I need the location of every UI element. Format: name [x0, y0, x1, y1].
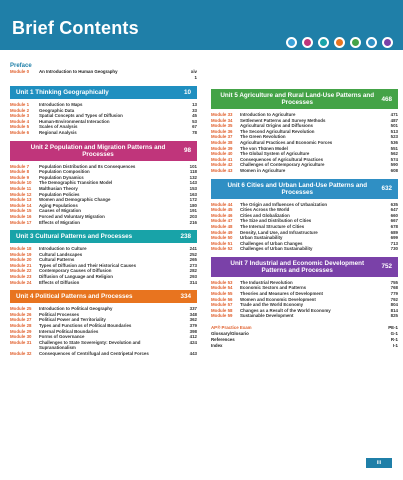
module-page: 241 — [189, 246, 197, 252]
module-title: Introduction to Political Geography — [39, 306, 113, 312]
module-number: Module 34 — [211, 117, 233, 123]
back-matter — [211, 325, 398, 349]
module-page: 513 — [390, 128, 398, 134]
module-page: 45 — [192, 113, 197, 119]
module-page: 768 — [390, 285, 398, 291]
back-matter-page: PE-1 — [388, 325, 398, 331]
module-title: Human-Environmental Interaction — [39, 118, 110, 124]
color-dot — [382, 37, 393, 48]
module-page: 713 — [390, 240, 398, 246]
module-title: Changes as a Result of the World Economy — [240, 307, 331, 313]
module-number: Module 40 — [211, 151, 233, 157]
unit-header — [211, 257, 398, 277]
module-number: Module 5 — [10, 124, 30, 130]
module0-number: Module 0 — [10, 69, 30, 74]
unit-header — [10, 86, 197, 99]
module-page: 180 — [189, 202, 197, 208]
color-dots — [286, 37, 393, 48]
module-page: 163 — [189, 191, 197, 197]
module-title: The Origin and Influences of Urbanization — [240, 201, 328, 207]
module-page: 293 — [189, 274, 197, 280]
module-number: Module 27 — [10, 317, 32, 323]
module-page: 265 — [189, 257, 197, 263]
unit-header — [211, 89, 398, 109]
module-page: 755 — [390, 279, 398, 285]
back-matter-label: AP® Practice Exam — [211, 325, 252, 331]
module-number: Module 58 — [211, 307, 233, 313]
module-page: 487 — [390, 117, 398, 123]
page-title: Brief Contents — [12, 18, 139, 38]
module-number: Module 3 — [10, 113, 30, 119]
module-number: Module 56 — [211, 296, 233, 302]
preface-label: Preface — [10, 63, 32, 69]
unit-title: Unit 7 Industrial and Economic Development Patterns and Processes — [230, 259, 365, 274]
module-title: Cities Across the World — [240, 207, 290, 213]
unit-title: Unit 2 Population and Migration Patterns and Processes — [30, 143, 166, 158]
module-number: Module 30 — [10, 334, 32, 340]
module-title: Agricultural Origins and Diffusions — [240, 123, 313, 129]
module-title: Malthusian Theory — [39, 185, 78, 191]
module-page: 143 — [189, 180, 197, 186]
unit-title: Unit 4 Political Patterns and Processes — [16, 293, 133, 301]
module-number: Module 17 — [10, 219, 32, 225]
module-title: Political Processes — [39, 311, 80, 317]
module-number: Module 54 — [211, 285, 233, 291]
module-number: Module 9 — [10, 174, 30, 180]
module-title: Population Policies — [39, 191, 80, 197]
module-title: The von Thünen Model — [240, 145, 288, 151]
module-title: Challenges to State Sovereignty: Devolution and Supranationalism — [39, 339, 141, 351]
module-number: Module 14 — [10, 202, 32, 208]
unit-page: 752 — [381, 263, 392, 271]
module-title: Economic Sectors and Patterns — [240, 285, 307, 291]
module-title: Political Power and Territoriality — [39, 317, 106, 323]
module-number: Module 38 — [211, 139, 233, 145]
module-number: Module 46 — [211, 212, 233, 218]
module-number: Module 51 — [211, 240, 233, 246]
module-title: Internal Political Boundaries — [39, 328, 99, 334]
module-number: Module 48 — [211, 223, 233, 229]
module-number: Module 6 — [10, 129, 30, 135]
color-dot — [350, 37, 361, 48]
module0-title: An Introduction to Human Geography — [39, 69, 118, 74]
module-number: Module 57 — [211, 302, 233, 308]
module-title: Population Dynamics — [39, 174, 84, 180]
module0-row — [10, 69, 197, 81]
module-title: Scales of Analysis — [39, 124, 78, 130]
module-number: Module 36 — [211, 128, 233, 134]
module-page: 398 — [189, 328, 197, 334]
module-page: 660 — [390, 212, 398, 218]
module-number: Module 28 — [10, 323, 32, 329]
module-number: Module 31 — [10, 339, 32, 345]
module-number: Module 7 — [10, 163, 30, 169]
module-title: Population Distribution and Its Consequences — [39, 163, 136, 169]
module-title: Introduction to Maps — [39, 102, 83, 107]
unit-page: 238 — [180, 233, 191, 241]
module-row — [10, 280, 197, 286]
module-number: Module 39 — [211, 145, 233, 151]
left-column — [10, 63, 197, 357]
module-page: 53 — [192, 118, 197, 124]
module-page: 252 — [189, 251, 197, 257]
module-number: Module 23 — [10, 274, 32, 280]
module-number: Module 15 — [10, 208, 32, 214]
module-number: Module 35 — [211, 123, 233, 129]
module-number: Module 24 — [10, 279, 32, 285]
module-title: Causes of Migration — [39, 208, 81, 214]
module-title: The Green Revolution — [240, 134, 286, 140]
back-matter-page: G-1 — [390, 331, 398, 337]
module-title: Cities and Globalization — [240, 212, 290, 218]
module-title: Effects of Diffusion — [39, 279, 80, 285]
module-title: Diffusion of Language and Religion — [39, 274, 113, 280]
module-page: 314 — [189, 279, 197, 285]
module-title: Regional Analysis — [39, 129, 77, 135]
preface-page: xiv — [190, 69, 197, 74]
module-page: 153 — [189, 185, 197, 191]
module-title: Consequences of Agricultural Practices — [240, 156, 324, 162]
color-dot — [302, 37, 313, 48]
left-units — [10, 86, 197, 357]
module-page: 667 — [390, 218, 398, 224]
module-number: Module 41 — [211, 156, 233, 162]
module-page: 172 — [189, 197, 197, 203]
module0-page: 1 — [194, 75, 197, 80]
module-title: The Second Agricultural Revolution — [240, 128, 315, 134]
unit-page: 334 — [180, 293, 191, 301]
module-page: 203 — [189, 213, 197, 219]
module-number: Module 59 — [211, 313, 233, 319]
unit-title: Unit 6 Cities and Urban Land-Use Patterns and Processes — [227, 181, 368, 196]
module-page: 699 — [390, 235, 398, 241]
module-page: 101 — [189, 163, 197, 169]
module-page: 67 — [192, 124, 197, 130]
module-page: 33 — [192, 107, 197, 113]
module-title: Consequences of Centrifugal and Centripetal Forces — [39, 351, 149, 356]
module-title: Types of Diffusion and Their Historical Causes — [39, 262, 137, 268]
module-page: 273 — [189, 262, 197, 268]
module-page: 443 — [189, 351, 197, 356]
module-number: Module 16 — [10, 213, 32, 219]
module-number: Module 11 — [10, 185, 32, 191]
module-title: Challenges of Urban Sustainability — [240, 246, 313, 252]
unit-title: Unit 5 Agriculture and Rural Land-Use Patterns and Processes — [220, 92, 375, 106]
module-page: 678 — [390, 223, 398, 229]
back-matter-row — [211, 343, 398, 349]
module-number: Module 26 — [10, 311, 32, 317]
module-number: Module 10 — [10, 180, 32, 186]
unit-header — [211, 179, 398, 199]
module-page: 814 — [390, 307, 398, 313]
module-title: Types and Functions of Political Boundaries — [39, 323, 132, 329]
module-title: Women and Economic Development — [240, 296, 316, 302]
module-title: Geographic Data — [39, 107, 75, 113]
module-page: 118 — [189, 169, 197, 175]
module-page: 608 — [390, 167, 398, 173]
module-number: Module 32 — [10, 351, 32, 356]
module-title: Forms of Governance — [39, 334, 85, 340]
color-dot — [334, 37, 345, 48]
module-page: 348 — [189, 311, 197, 317]
module-title: The Demographic Transition Model — [39, 180, 113, 186]
module-page: 337 — [189, 306, 197, 312]
module-page: 689 — [390, 229, 398, 235]
module-number: Module 43 — [211, 167, 233, 173]
module-page: 779 — [390, 291, 398, 297]
unit-page: 10 — [183, 89, 191, 96]
module-number: Module 2 — [10, 107, 30, 113]
module-page: 523 — [390, 134, 398, 140]
back-matter-label: Index — [211, 343, 223, 349]
module-title: Introduction to Agriculture — [240, 112, 296, 117]
color-dot — [286, 37, 297, 48]
module-title: Spatial Concepts and Types of Diffusion — [39, 113, 123, 119]
module-title: Cultural Patterns — [39, 257, 75, 263]
module-page: 471 — [390, 112, 398, 117]
module-title: Density, Land Use, and Infrastructure — [240, 229, 318, 235]
module-page: 574 — [390, 156, 398, 162]
module-page: 647 — [390, 207, 398, 213]
module-page: 132 — [189, 174, 197, 180]
module-row — [10, 220, 197, 226]
module-number: Module 21 — [10, 262, 32, 268]
module-title: The Global System of Agriculture — [240, 151, 310, 157]
module-title: Agricultural Practices and Economic Forces — [240, 139, 333, 145]
module-title: Trade and the World Economy — [240, 302, 304, 308]
module-row — [10, 351, 197, 357]
unit-page: 468 — [381, 95, 392, 103]
module-row — [211, 168, 398, 174]
module-number: Module 45 — [211, 207, 233, 213]
unit-title: Unit 1 Thinking Geographically — [16, 89, 109, 96]
module-number: Module 53 — [211, 279, 233, 285]
module-title: Forced and Voluntary Migration — [39, 213, 105, 219]
module-page: 536 — [390, 139, 398, 145]
module-page: 412 — [189, 334, 197, 340]
back-matter-page: I-1 — [392, 343, 398, 349]
back-matter-page: R-1 — [390, 337, 398, 343]
right-units — [211, 89, 398, 319]
right-column — [211, 84, 398, 349]
module-number: Module 13 — [10, 197, 32, 203]
module-page: 551 — [390, 145, 398, 151]
module-number: Module 55 — [211, 291, 233, 297]
module-title: Contemporary Causes of Diffusion — [39, 268, 112, 274]
unit-title: Unit 3 Cultural Patterns and Processes — [16, 233, 133, 241]
module-page: 562 — [390, 151, 398, 157]
module-page: 825 — [390, 313, 398, 319]
unit-header — [10, 290, 197, 303]
module-title: The Size and Distribution of Cities — [240, 218, 312, 224]
module-number: Module 42 — [211, 162, 233, 168]
page-number: iii — [366, 458, 392, 468]
unit-page: 98 — [183, 147, 191, 155]
module-page: 792 — [390, 296, 398, 302]
back-matter-label: References — [211, 337, 235, 343]
module-title: The Internal Structure of Cities — [240, 223, 305, 229]
module-number: Module 19 — [10, 251, 32, 257]
module-title: Women in Agriculture — [240, 167, 286, 173]
module-page: 590 — [390, 162, 398, 168]
module-page: 804 — [390, 302, 398, 308]
module-row — [211, 246, 398, 252]
unit-page: 632 — [381, 185, 392, 193]
unit-header — [10, 141, 197, 161]
module-number: Module 18 — [10, 246, 32, 252]
module-title: Introduction to Culture — [39, 246, 87, 252]
module-number: Module 44 — [211, 201, 233, 207]
module-page: 13 — [192, 102, 197, 107]
module-number: Module 52 — [211, 246, 233, 252]
module-page: 282 — [189, 268, 197, 274]
module-number: Module 37 — [211, 134, 233, 140]
color-dot — [318, 37, 329, 48]
module-page: 501 — [390, 123, 398, 129]
module-page: 216 — [189, 219, 197, 225]
module-number: Module 12 — [10, 191, 32, 197]
module-page: 191 — [189, 208, 197, 214]
page-header — [0, 0, 403, 50]
module-title: Theories and Measures of Development — [240, 291, 323, 297]
module-title: Urban Sustainability — [240, 235, 283, 241]
module-title: Effects of Migration — [39, 219, 80, 225]
module-title: Sustainable Development — [240, 313, 294, 319]
module-number: Module 20 — [10, 257, 32, 263]
module-row — [211, 313, 398, 319]
module-number: Module 47 — [211, 218, 233, 224]
module-page: 424 — [189, 339, 197, 345]
module-title: The Industrial Revolution — [240, 279, 293, 285]
module-number: Module 4 — [10, 118, 30, 124]
module-page: 362 — [189, 317, 197, 323]
module-number: Module 8 — [10, 169, 30, 175]
module-title: Challenges of Urban Changes — [240, 240, 303, 246]
module-page: 730 — [390, 246, 398, 252]
module-row — [10, 340, 197, 351]
color-dot — [366, 37, 377, 48]
back-matter-label: Glossary/Glosario — [211, 331, 249, 337]
module-number: Module 33 — [211, 112, 233, 117]
module-row — [10, 130, 197, 136]
module-title: Women and Demographic Change — [39, 197, 111, 203]
module-title: Challenges of Contemporary Agriculture — [240, 162, 325, 168]
module-number: Module 50 — [211, 235, 233, 241]
module-number: Module 22 — [10, 268, 32, 274]
module-number: Module 29 — [10, 328, 32, 334]
module-title: Aging Populations — [39, 202, 78, 208]
module-number: Module 49 — [211, 229, 233, 235]
module-page: 379 — [189, 323, 197, 329]
module-title: Population Composition — [39, 169, 90, 175]
module-number: Module 25 — [10, 306, 32, 312]
module-title: Settlement Patterns and Survey Methods — [240, 117, 326, 123]
module-page: 78 — [192, 129, 197, 135]
unit-header — [10, 230, 197, 243]
module-page: 635 — [390, 201, 398, 207]
module-title: Cultural Landscapes — [39, 251, 83, 257]
module-number: Module 1 — [10, 102, 30, 107]
